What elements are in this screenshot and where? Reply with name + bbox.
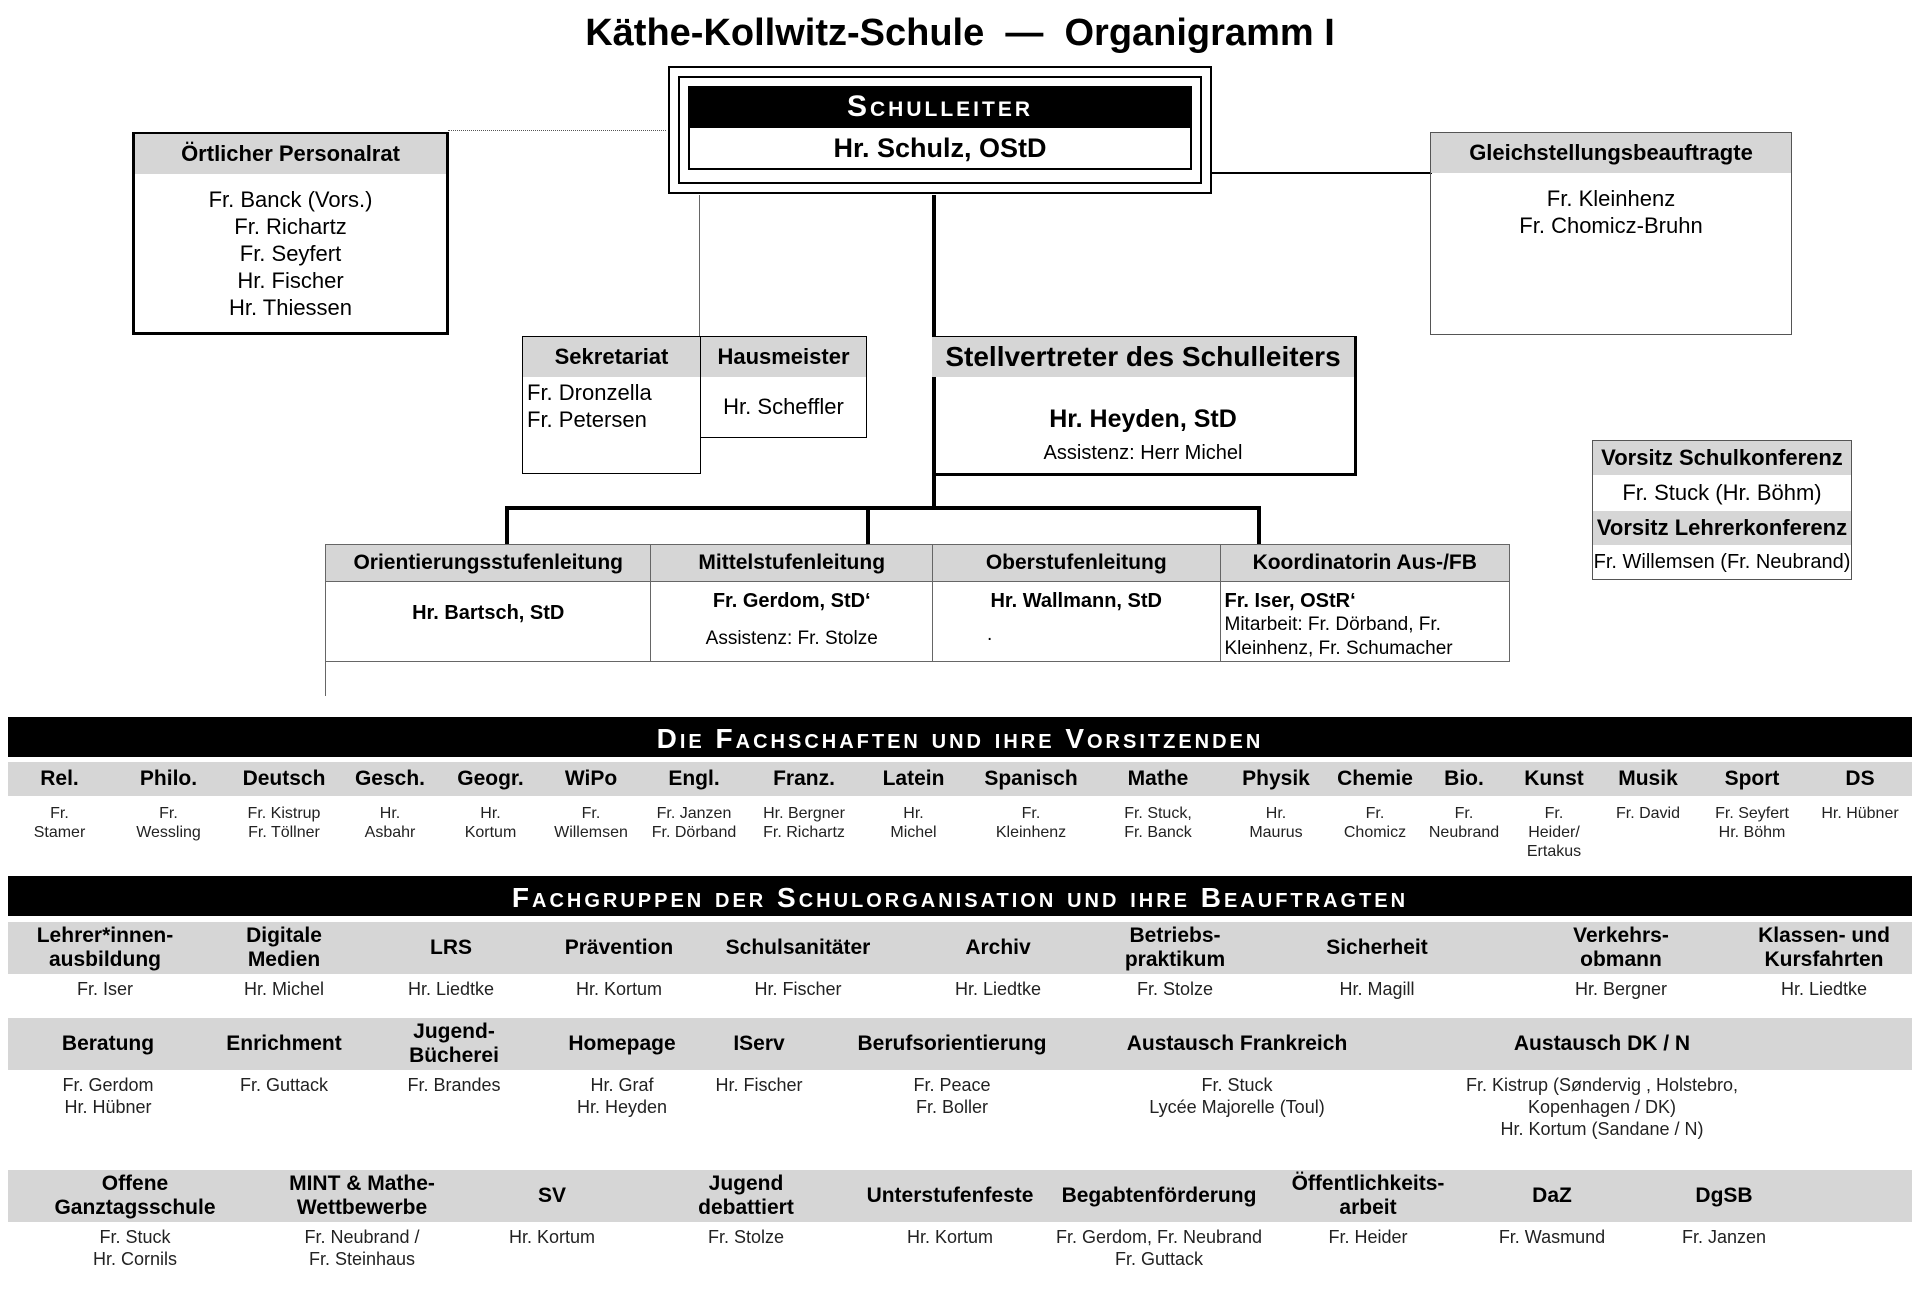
- fachgruppe-label: Jugend- Bücherei: [360, 1018, 548, 1070]
- fach-vorsitz: [543, 802, 639, 860]
- fach-vorsitz-name: Fr. Janzen: [656, 805, 732, 822]
- fachgruppe-name-row: [8, 1074, 1912, 1144]
- fach-vorsitz-name: Hr.: [1265, 805, 1287, 822]
- fach-vorsitz-name: Hr. Böhm: [1718, 824, 1786, 841]
- fach-vorsitz-name: Neubrand: [1428, 824, 1500, 841]
- fachgruppe-header-row: [8, 1018, 1912, 1070]
- connector-line: [866, 506, 870, 544]
- fachgruppe-beauftragte: Fr. Iser: [76, 979, 133, 999]
- personalrat-member: Fr. Banck (Vors.): [208, 187, 373, 212]
- stufe-extra: Mitarbeit: Fr. Dörband, Fr. Kleinhenz, Fr. Schumacher: [1224, 614, 1453, 659]
- fachgruppe-label: Begabtenförderung: [1050, 1170, 1268, 1222]
- stellvertreter-assistenz: Assistenz: Herr Michel: [1043, 442, 1243, 464]
- fachgruppe-beauftragte: Fr. Gerdom, Fr. Neubrand Fr. Guttack: [1055, 1227, 1263, 1269]
- hausmeister-box: [700, 336, 867, 438]
- fachgruppe-label: Unterstufenfeste: [850, 1170, 1050, 1222]
- fach-vorsitz: [1508, 802, 1600, 860]
- fachgruppe-header-row: [8, 922, 1912, 974]
- personalrat-header: Örtlicher Personalrat: [135, 134, 446, 174]
- fachgruppe-label: Betriebs- praktikum: [1102, 922, 1248, 974]
- fach-vorsitz-name: Michel: [890, 824, 937, 841]
- fach-vorsitz-name: Fr.: [1454, 805, 1474, 822]
- stufe-header: Oberstufenleitung: [933, 545, 1220, 582]
- stufe-cell: [651, 545, 933, 661]
- fach-label: Deutsch: [242, 767, 326, 790]
- fach-vorsitz: [1600, 802, 1696, 860]
- hausmeister-name: Hr. Scheffler: [723, 394, 844, 419]
- fach-vorsitz-name: Fr. Dörband: [651, 824, 737, 841]
- gleichstellung-header: Gleichstellungsbeauftragte: [1431, 133, 1791, 173]
- fach-vorsitz: [968, 802, 1094, 860]
- fachgruppe-beauftragte: Hr. Bergner: [1574, 979, 1668, 999]
- fachgruppe-beauftragte: Hr. Graf Hr. Heyden: [576, 1075, 668, 1117]
- fach-vorsitz-name: Wessling: [136, 824, 201, 841]
- fachgruppe-label: LRS: [366, 922, 536, 974]
- fachgruppe-beauftragte: Fr. Gerdom Hr. Hübner: [62, 1075, 154, 1117]
- fach-label: Engl.: [668, 767, 720, 790]
- fachgruppe-label: Homepage: [548, 1018, 696, 1070]
- dotted-connector: [448, 130, 666, 131]
- fach-vorsitz: [1222, 802, 1330, 860]
- fach-label: Physik: [1242, 767, 1310, 790]
- fachgruppe-label: Enrichment: [208, 1018, 360, 1070]
- fachgruppe-beauftragte: Hr. Kortum: [906, 1227, 994, 1247]
- fachgruppe-label: DaZ: [1468, 1170, 1636, 1222]
- fach-label: Spanisch: [984, 767, 1078, 790]
- fach-vorsitz-name: Heider/: [1528, 824, 1580, 841]
- personalrat-member: Fr. Seyfert: [239, 241, 342, 266]
- fach-vorsitz: [1094, 802, 1222, 860]
- stufe-extra: [326, 625, 650, 639]
- fach-label: Latein: [882, 767, 945, 790]
- fachgruppe-label: Beratung: [8, 1018, 208, 1070]
- fach-vorsitz-name: Fr. Stuck,: [1124, 805, 1192, 822]
- fach-label: Musik: [1618, 767, 1678, 790]
- fach-vorsitz-name: Hr.: [480, 805, 501, 822]
- fach-label: Franz.: [773, 767, 835, 790]
- fach-vorsitz-name: Willemsen: [554, 824, 628, 841]
- personalrat-list: [135, 174, 446, 321]
- schulkonferenz-name: Fr. Stuck (Hr. Böhm): [1622, 480, 1822, 505]
- fachgruppe-beauftragte: Fr. Stolze: [707, 1227, 785, 1247]
- fach-vorsitz-name: Fr.: [1544, 805, 1564, 822]
- fach-vorsitz-name: Fr. Banck: [1124, 824, 1192, 841]
- stufe-name: Fr. Gerdom, StD‘: [712, 590, 871, 612]
- fachgruppe-label: Berufsorientierung: [822, 1018, 1082, 1070]
- sekretariat-header: Sekretariat: [523, 337, 700, 377]
- stufe-extra: .: [986, 624, 993, 645]
- gleichstellung-member: Fr. Chomicz-Bruhn: [1519, 213, 1703, 238]
- fach-label: Philo.: [139, 767, 198, 790]
- fach-label: Chemie: [1337, 767, 1413, 790]
- fachgruppe-beauftragte: Hr. Kortum: [508, 1227, 596, 1247]
- fachgruppe-label: DgSB: [1636, 1170, 1812, 1222]
- sekretariat-list: [523, 377, 700, 433]
- sekretariat-member: Fr. Dronzella: [527, 380, 652, 405]
- fachgruppe-beauftragte: Hr. Liedtke: [954, 979, 1042, 999]
- fachgruppe-beauftragte: Fr. Heider: [1328, 1227, 1408, 1247]
- schulleiter-header: Schulleiter: [688, 86, 1192, 128]
- fach-vorsitz-name: Fr. Kistrup: [247, 805, 321, 822]
- fachgruppe-beauftragte: Hr. Liedtke: [407, 979, 495, 999]
- fachgruppe-label: Digitale Medien: [202, 922, 366, 974]
- connector-line: [325, 662, 326, 696]
- fach-vorsitz-name: Hr. Hübner: [1821, 805, 1899, 822]
- fach-vorsitz-name: Fr. David: [1615, 805, 1680, 822]
- fachgruppe-label: SV: [462, 1170, 642, 1222]
- fachgruppe-label: Archiv: [894, 922, 1102, 974]
- fachgruppe-beauftragte: Fr. Janzen: [1681, 1227, 1767, 1247]
- fach-label: Kunst: [1524, 767, 1584, 790]
- fachgruppe-beauftragte: Fr. Neubrand / Fr. Steinhaus: [304, 1227, 420, 1269]
- fachgruppe-beauftragte: Fr. Stolze: [1136, 979, 1214, 999]
- connector-line: [699, 195, 700, 337]
- fach-vorsitz-name: Maurus: [1249, 824, 1303, 841]
- fachgruppe-label: Sicherheit: [1248, 922, 1506, 974]
- fachgruppe-beauftragte: Fr. Peace Fr. Boller: [913, 1075, 991, 1117]
- fachgruppe-label: Austausch Frankreich: [1082, 1018, 1392, 1070]
- fach-vorsitz: [226, 802, 342, 860]
- fach-label: Geogr.: [457, 767, 524, 790]
- stufe-extra: Assistenz: Fr. Stolze: [705, 628, 878, 649]
- fach-vorsitz-name: Chomicz: [1343, 824, 1407, 841]
- fach-vorsitz-name: Hr.: [379, 805, 401, 822]
- fach-vorsitz: [342, 802, 438, 860]
- gleichstellung-box: [1430, 132, 1792, 335]
- fach-label: Rel.: [40, 767, 79, 790]
- connector-line: [1257, 506, 1261, 544]
- fachgruppe-label: Klassen- und Kursfahrten: [1736, 922, 1912, 974]
- fachgruppe-beauftragte: Hr. Michel: [243, 979, 324, 999]
- stufe-header: Orientierungsstufenleitung: [326, 545, 650, 582]
- fachgruppe-label: Verkehrs- obmann: [1506, 922, 1736, 974]
- fach-vorsitz-name: Asbahr: [364, 824, 416, 841]
- fach-vorsitz-name: Kleinhenz: [995, 824, 1067, 841]
- stufen-row: [325, 544, 1510, 662]
- page-title: Käthe-Kollwitz-Schule — Organigramm I: [585, 12, 1335, 54]
- fachgruppe-label: Offene Ganztagsschule: [8, 1170, 262, 1222]
- stufe-cell: [1221, 545, 1510, 661]
- personalrat-member: Fr. Richartz: [234, 214, 347, 239]
- fach-vorsitz: [749, 802, 859, 860]
- fach-vorsitz: [859, 802, 968, 860]
- gleichstellung-member: Fr. Kleinhenz: [1546, 186, 1676, 211]
- fach-vorsitz-name: Fr.: [1365, 805, 1385, 822]
- fach-label: DS: [1845, 767, 1875, 790]
- fachgruppe-label: Austausch DK / N: [1392, 1018, 1812, 1070]
- fachgruppe-beauftragte: Hr. Magill: [1339, 979, 1415, 999]
- fachgruppe-name-row: [8, 1226, 1912, 1296]
- fach-label: Gesch.: [354, 767, 426, 790]
- personalrat-member: Hr. Thiessen: [228, 295, 353, 320]
- stufe-cell: [326, 545, 651, 661]
- fach-vorsitz-name: Fr.: [1021, 805, 1041, 822]
- schulleiter-box: [668, 66, 1212, 194]
- fach-vorsitz-name: Hr.: [903, 805, 924, 822]
- fachgruppe-beauftragte: Fr. Wasmund: [1498, 1227, 1606, 1247]
- stufe-name: Hr. Wallmann, StD: [990, 590, 1162, 612]
- fach-vorsitz-name: Fr. Seyfert: [1715, 805, 1789, 822]
- connector-line: [505, 506, 1261, 510]
- fachgruppe-beauftragte: Hr. Fischer: [715, 1075, 803, 1095]
- fach-vorsitz: [1696, 802, 1808, 860]
- fachgruppe-label: Schulsanitäter: [702, 922, 894, 974]
- konferenz-box: [1592, 440, 1852, 580]
- stufe-name: Fr. Iser, OStR‘: [1224, 590, 1356, 612]
- fach-vorsitz: [1808, 802, 1912, 860]
- fachgruppe-header-row: [8, 1170, 1912, 1222]
- fach-label: Sport: [1724, 767, 1780, 790]
- stellvertreter-name: Hr. Heyden, StD: [1049, 405, 1237, 433]
- fach-vorsitz-name: Fr.: [159, 805, 178, 822]
- fachgruppe-label: Prävention: [536, 922, 702, 974]
- connector-line: [1210, 172, 1432, 174]
- sekretariat-box: [522, 336, 701, 474]
- fach-vorsitz: [438, 802, 543, 860]
- fachschaften-name-row: [8, 802, 1912, 860]
- schulkonferenz-header: Vorsitz Schulkonferenz: [1593, 441, 1851, 475]
- fachgruppe-label: Lehrer*innen- ausbildung: [8, 922, 202, 974]
- fachgruppe-beauftragte: Fr. Stuck Lycée Majorelle (Toul): [1149, 1075, 1325, 1117]
- fach-vorsitz: [639, 802, 749, 860]
- stufe-header: Mittelstufenleitung: [651, 545, 932, 582]
- gleichstellung-list: [1431, 173, 1791, 239]
- fachgruppe-label: Jugend debattiert: [642, 1170, 850, 1222]
- lehrerkonferenz-header: Vorsitz Lehrerkonferenz: [1593, 511, 1851, 545]
- fachgruppe-beauftragte: Fr. Stuck Hr. Cornils: [92, 1227, 177, 1269]
- fachgruppen-title: Fachgruppen der Schulorganisation und ihre Beauftragten: [8, 876, 1912, 916]
- sekretariat-member: Fr. Petersen: [527, 407, 647, 432]
- fachgruppe-label: Öffentlichkeits- arbeit: [1268, 1170, 1468, 1222]
- stufe-name: Hr. Bartsch, StD: [412, 602, 565, 624]
- hausmeister-header: Hausmeister: [701, 337, 866, 377]
- fach-label: Bio.: [1444, 767, 1484, 790]
- fach-vorsitz-name: Fr.: [50, 805, 69, 822]
- fachschaften-header-row: [8, 762, 1912, 796]
- fachgruppe-label: MINT & Mathe- Wettbewerbe: [262, 1170, 462, 1222]
- fach-vorsitz-name: Fr. Töllner: [248, 824, 320, 841]
- fachgruppe-beauftragte: Hr. Kortum: [575, 979, 663, 999]
- fach-vorsitz-name: Fr.: [581, 805, 601, 822]
- fach-vorsitz: [111, 802, 226, 860]
- fachgruppe-beauftragte: Hr. Liedtke: [1780, 979, 1868, 999]
- personalrat-member: Hr. Fischer: [237, 268, 344, 293]
- stufe-cell: [933, 545, 1221, 661]
- fach-vorsitz-name: Kortum: [464, 824, 517, 841]
- fachgruppe-beauftragte: Fr. Brandes: [407, 1075, 501, 1095]
- fach-vorsitz: [8, 802, 111, 860]
- connector-line: [505, 506, 509, 544]
- lehrerkonferenz-name: Fr. Willemsen (Fr. Neubrand): [1593, 551, 1851, 573]
- fach-vorsitz: [1420, 802, 1508, 860]
- fach-label: Mathe: [1127, 767, 1189, 790]
- stufe-header: Koordinatorin Aus-/FB: [1221, 545, 1510, 582]
- fachgruppe-beauftragte: Fr. Guttack: [239, 1075, 329, 1095]
- fach-vorsitz: [1330, 802, 1420, 860]
- stellvertreter-box: [932, 336, 1357, 476]
- fachschaften-title: Die Fachschaften und ihre Vorsitzenden: [8, 717, 1912, 757]
- personalrat-box: [132, 132, 449, 335]
- stellvertreter-header: Stellvertreter des Schulleiters: [932, 337, 1354, 377]
- fach-vorsitz-name: Stamer: [33, 824, 86, 841]
- fach-vorsitz-name: Ertakus: [1526, 843, 1582, 860]
- fach-vorsitz-name: Fr. Richartz: [763, 824, 845, 841]
- fachgruppe-beauftragte: Fr. Kistrup (Søndervig , Holstebro, Kopenhagen / DK) Hr. Kortum (Sandane / N): [1465, 1075, 1739, 1139]
- fach-label: WiPo: [564, 767, 618, 790]
- fachgruppe-label: IServ: [696, 1018, 822, 1070]
- fachgruppe-beauftragte: Hr. Fischer: [754, 979, 842, 999]
- fach-vorsitz-name: Hr. Bergner: [763, 805, 845, 822]
- schulleiter-name: Hr. Schulz, OStD: [688, 128, 1192, 170]
